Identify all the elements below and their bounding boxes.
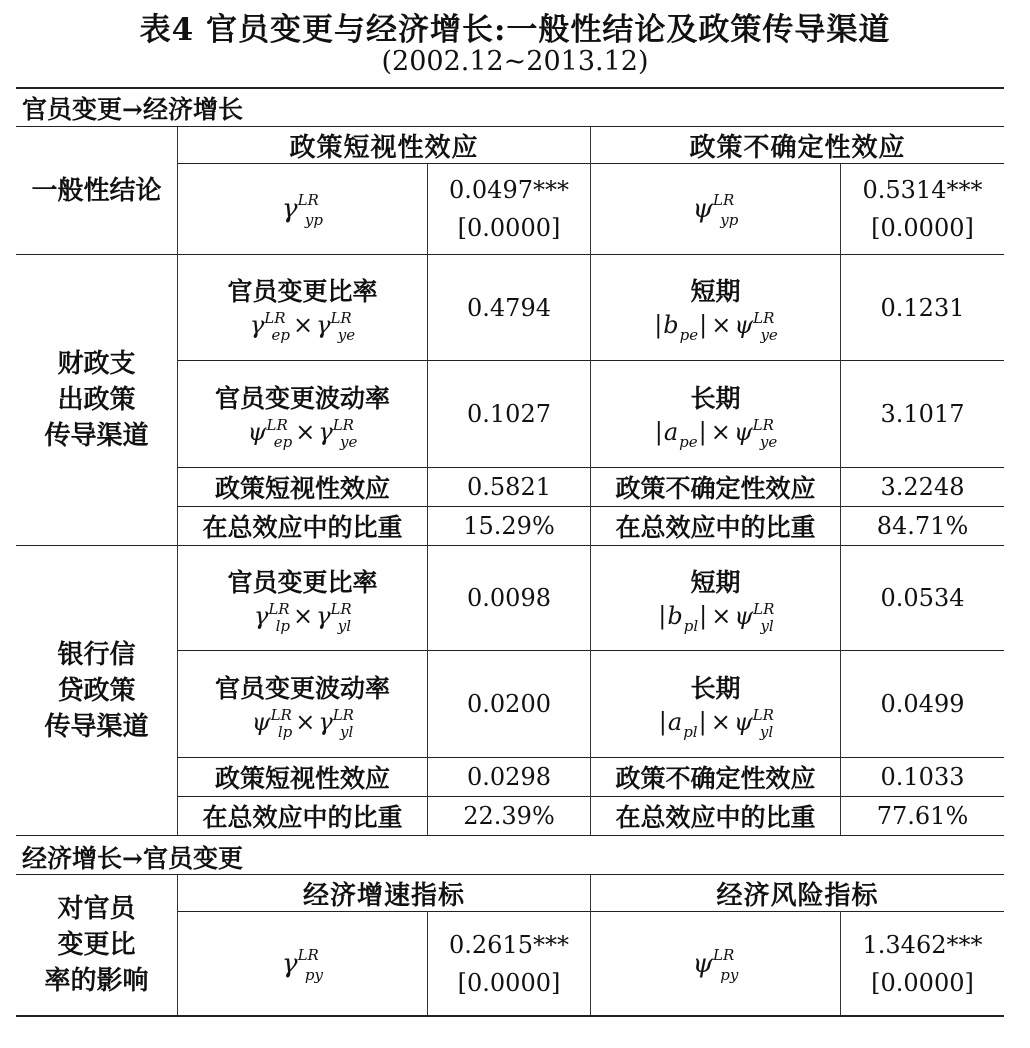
share-label: 在总效应中的比重 xyxy=(202,513,403,542)
share-value: 77.61% xyxy=(876,802,969,830)
channel-label: 官员变更比率 xyxy=(227,277,378,306)
table-subtitle: (2002.12~2013.12) xyxy=(381,46,649,77)
channel-cell xyxy=(591,255,840,360)
subscript: yp xyxy=(304,211,323,229)
coefficient-value: 0.2615*** xyxy=(449,930,569,959)
symbol-cell xyxy=(178,912,427,1015)
math-symbol: $\psi^{LR}_{py}$ xyxy=(692,945,739,984)
effect-label: 政策短视性效应 xyxy=(214,764,390,793)
value-cell: 0.4794 xyxy=(467,293,551,322)
row-label-line: 传导渠道 xyxy=(44,421,149,451)
coefficient-value: 0.5314*** xyxy=(862,176,983,204)
superscript: LR xyxy=(297,191,319,209)
coefficient-value: 1.3462*** xyxy=(862,930,983,959)
row-label-general xyxy=(16,127,177,254)
math-symbol xyxy=(282,191,323,229)
column-header-growth: 经济增速指标 xyxy=(302,880,465,911)
column-header-uncertainty: 政策不确定性效应 xyxy=(689,132,906,163)
share-value: 22.39% xyxy=(463,802,555,830)
math-formula: $\psi^{LR}_{ep} \times \gamma^{LR}_{ye}$ xyxy=(247,415,358,451)
effect-label: 政策不确定性效应 xyxy=(615,764,816,793)
channel-cell xyxy=(178,546,427,650)
value-cell xyxy=(428,912,590,1015)
value-cell: 0.1027 xyxy=(467,400,551,428)
symbol-gamma: γ xyxy=(282,194,298,224)
column-header-myopia: 政策短视性效应 xyxy=(289,132,479,163)
channel-label: 长期 xyxy=(690,673,741,703)
row-label-line: 对官员 xyxy=(57,894,136,924)
math-formula: $|a_{pe}| \times \psi^{LR}_{ye}$ xyxy=(654,415,778,451)
row-label-bank xyxy=(16,546,177,835)
row-label-line: 贷政策 xyxy=(57,675,136,706)
subscript: yp xyxy=(720,211,739,229)
p-value: [0.0000] xyxy=(457,214,561,242)
value-cell: 0.0534 xyxy=(880,584,965,612)
channel-cell xyxy=(591,546,840,650)
value-cell xyxy=(841,912,1004,1015)
value-cell: 0.1231 xyxy=(880,293,965,322)
row-label-reverse xyxy=(16,875,177,1015)
channel-cell xyxy=(178,651,427,757)
math-formula: $|a_{pl}| \times \psi^{LR}_{yl}$ xyxy=(658,705,774,741)
channel-cell xyxy=(591,361,840,467)
table-title: 表4 官员变更与经济增长:一般性结论及政策传导渠道 xyxy=(139,12,891,48)
value-cell: 0.1033 xyxy=(880,763,965,791)
row-label-text: 一般性结论 xyxy=(31,175,162,206)
channel-cell xyxy=(591,651,840,757)
rule xyxy=(16,835,1004,836)
channel-label: 官员变更波动率 xyxy=(214,383,390,413)
superscript: LR xyxy=(713,191,735,209)
row-label-fiscal xyxy=(16,255,177,545)
share-value: 15.29% xyxy=(463,512,555,540)
p-value: [0.0000] xyxy=(457,968,561,997)
value-cell xyxy=(841,164,1004,254)
section-heading: 经济增长→官员变更 xyxy=(22,844,243,873)
value-cell: 0.5821 xyxy=(467,473,551,501)
symbol-cell xyxy=(591,912,840,1015)
share-label: 在总效应中的比重 xyxy=(202,803,403,832)
row-label-line: 财政支 xyxy=(57,349,136,379)
value-cell: 3.1017 xyxy=(880,400,965,428)
channel-label: 官员变更波动率 xyxy=(214,673,390,703)
effect-label: 政策短视性效应 xyxy=(214,474,390,503)
column-header-risk: 经济风险指标 xyxy=(716,880,879,911)
channel-cell xyxy=(178,361,427,467)
row-label-line: 出政策 xyxy=(57,385,136,415)
channel-cell xyxy=(178,255,427,360)
math-formula: $|b_{pe}| \times \psi^{LR}_{ye}$ xyxy=(654,309,778,344)
row-label-line: 银行信 xyxy=(57,639,136,670)
channel-label: 官员变更比率 xyxy=(227,567,378,597)
share-label: 在总效应中的比重 xyxy=(615,803,816,832)
channel-label: 短期 xyxy=(690,567,741,597)
symbol-cell xyxy=(178,164,427,254)
math-symbol: $\gamma^{LR}_{py}$ xyxy=(282,945,323,984)
p-value: [0.0000] xyxy=(871,968,974,997)
value-cell: 0.0298 xyxy=(467,763,551,791)
row-label-line: 变更比 xyxy=(57,930,136,960)
value-cell xyxy=(428,164,590,254)
value-cell: 0.0098 xyxy=(467,584,551,612)
effect-label: 政策不确定性效应 xyxy=(615,474,816,503)
math-formula: $\gamma^{LR}_{lp} \times \gamma^{LR}_{yl}$ xyxy=(253,599,352,635)
row-label-line: 传导渠道 xyxy=(44,711,149,742)
coefficient-value: 0.0497*** xyxy=(449,176,569,204)
value-cell: 0.0200 xyxy=(467,690,551,718)
math-symbol xyxy=(692,191,739,229)
rule-bottom xyxy=(16,1015,1004,1017)
share-label: 在总效应中的比重 xyxy=(615,513,816,542)
channel-label: 短期 xyxy=(690,277,741,306)
section-heading: 官员变更→经济增长 xyxy=(22,95,243,124)
symbol-cell xyxy=(591,164,840,254)
value-cell: 0.0499 xyxy=(880,690,965,718)
rule-top xyxy=(16,87,1004,89)
value-cell: 3.2248 xyxy=(880,473,965,501)
math-formula: $\gamma^{LR}_{ep} \times \gamma^{LR}_{ye}$ xyxy=(249,309,356,344)
math-formula: $\psi^{LR}_{lp} \times \gamma^{LR}_{yl}$ xyxy=(251,705,354,741)
row-label-line: 率的影响 xyxy=(44,966,149,996)
symbol-psi: ψ xyxy=(692,194,714,224)
channel-label: 长期 xyxy=(690,383,741,413)
p-value: [0.0000] xyxy=(871,214,974,242)
math-formula: $|b_{pl}| \times \psi^{LR}_{yl}$ xyxy=(658,599,775,635)
share-value: 84.71% xyxy=(876,512,969,540)
